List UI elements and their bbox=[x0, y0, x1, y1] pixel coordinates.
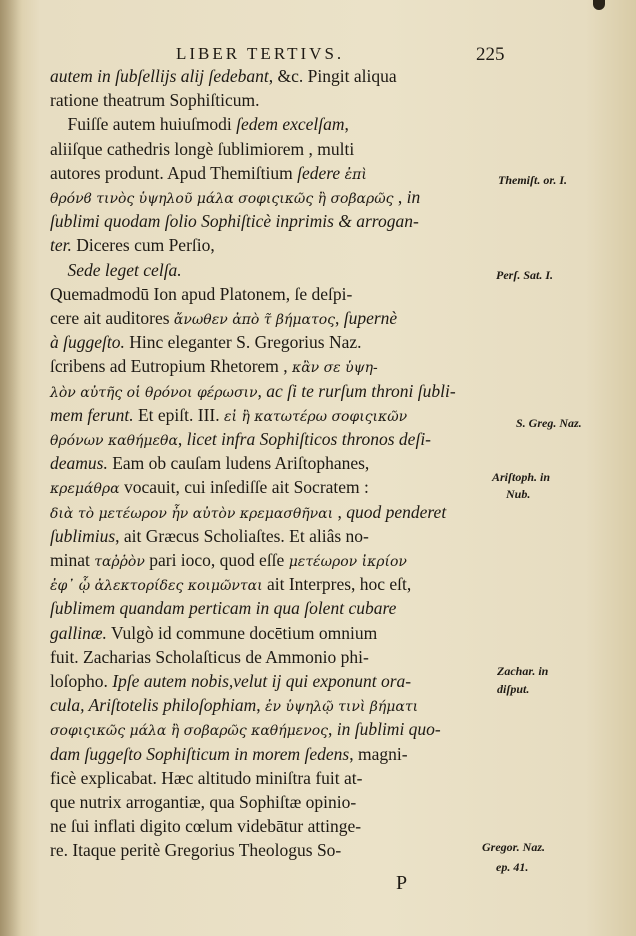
text-span: , bbox=[393, 187, 407, 207]
text-line bbox=[50, 671, 411, 692]
text-span: , bbox=[256, 695, 266, 716]
text-span: aliiſque cathedris longè ſublimiorem , multi bbox=[50, 138, 355, 159]
text-span: fuit. Zacharias Scholaſticus de Ammonio phi- bbox=[50, 646, 369, 667]
text-span: re. Itaque peritè Gregorius Theologus So- bbox=[50, 840, 342, 861]
text-span: ſublimius bbox=[50, 525, 116, 546]
text-line bbox=[50, 647, 369, 668]
text-line bbox=[50, 816, 361, 837]
greek-phrase: ἐπὶ bbox=[340, 166, 367, 183]
text-line bbox=[50, 356, 378, 377]
text-span: gallinæ. bbox=[50, 622, 107, 643]
text-line bbox=[50, 477, 369, 498]
greek-phrase: θρόνων καθήμεθα bbox=[50, 433, 178, 449]
text-span: Fuiſſe autem huiuſmodi bbox=[50, 114, 237, 135]
text-span: que nutrix arrogantiæ, qua Sophiſtæ opinio- bbox=[50, 792, 357, 812]
text-span: ſubſellijs alij ſedebant bbox=[115, 66, 269, 86]
greek-phrase: ἄνωθεν ἀπὸ τ̃ βήματος bbox=[173, 312, 335, 328]
margin-note: ep. 41. bbox=[496, 860, 529, 874]
text-span: licet infra Sophiſticos thronos deſi- bbox=[186, 429, 432, 449]
text-span: , bbox=[257, 380, 267, 401]
text-span: Diceres cum Perſio, bbox=[71, 235, 215, 256]
greek-phrase: σοφιςικῶς μάλα ἢ σοβαρῶς καθήμενος bbox=[50, 723, 328, 740]
text-line bbox=[50, 502, 446, 523]
text-line bbox=[50, 405, 407, 426]
text-line bbox=[50, 381, 456, 402]
text-line bbox=[50, 114, 349, 135]
text-span: in ſublimi quo- bbox=[336, 719, 441, 740]
text-span: in bbox=[406, 187, 421, 207]
text-span: mem ferunt. bbox=[50, 404, 134, 425]
text-span: ac ſi te rurſum throni ſubli- bbox=[266, 380, 456, 401]
text-line bbox=[50, 719, 441, 740]
text-line bbox=[50, 453, 369, 474]
margin-note: Nub. bbox=[506, 487, 531, 501]
text-span: Ipſe autem nobis,velut ij qui exponunt ora- bbox=[112, 671, 412, 691]
greek-phrase: εἰ ἢ κατωτέρω σοφιςικῶν bbox=[224, 408, 408, 425]
text-span: , bbox=[177, 429, 187, 449]
greek-phrase: διὰ τὸ μετέωρον ἦν αὐτὸν κρεμασθῆναι bbox=[50, 505, 334, 522]
text-line bbox=[50, 211, 419, 232]
text-span: , &c. Pingit aliqua bbox=[268, 66, 397, 86]
text-line bbox=[50, 163, 367, 184]
margin-note: S. Greg. Naz. bbox=[516, 416, 582, 430]
text-line bbox=[50, 90, 259, 111]
margin-note: Zachar. in bbox=[497, 664, 549, 678]
greek-phrase: θρόνϐ τινὸς ὑψηλοῦ μάλα σοφιςικῶς ἢ σοβαρῶς bbox=[50, 191, 394, 207]
greek-phrase: λὸν αὐτῆς οἱ θρόνοι φέρωσιν bbox=[50, 384, 258, 401]
running-head: LIBER TERTIVS. bbox=[176, 44, 345, 63]
text-span: quod penderet bbox=[346, 501, 447, 522]
ink-blot-mark bbox=[593, 0, 605, 10]
text-span: cula, Ariſtotelis philoſophiam bbox=[50, 695, 257, 716]
text-span: Et epiſt. III. bbox=[133, 404, 224, 425]
text-span: ratione theatrum Sophiſticum. bbox=[50, 90, 260, 111]
margin-note: Perſ. Sat. I. bbox=[496, 268, 553, 282]
text-line bbox=[50, 308, 397, 329]
text-span: ſublimem quandam perticam in qua ſolent cubare bbox=[50, 598, 397, 619]
text-span: , bbox=[327, 719, 337, 740]
text-span: Sede leget celſa. bbox=[50, 259, 182, 280]
text-span: à ſuggeſto. bbox=[50, 332, 125, 353]
text-span: ſedem excelſam bbox=[236, 114, 345, 135]
greek-phrase: ταῤῥὸν bbox=[94, 554, 145, 570]
text-line bbox=[50, 623, 377, 644]
text-line bbox=[50, 695, 418, 716]
text-line bbox=[50, 332, 362, 353]
text-span: deamus. bbox=[50, 453, 108, 474]
text-line bbox=[50, 66, 397, 87]
text-line bbox=[50, 260, 182, 281]
text-span: dam ſuggeſto Sophiſticum in morem ſedens bbox=[50, 743, 350, 764]
text-span: ne ſui inflati digito cœlum videbātur attinge- bbox=[50, 816, 362, 837]
text-line bbox=[50, 840, 341, 861]
text-line bbox=[50, 187, 420, 208]
text-span: autores produnt. Apud Themiſtium bbox=[50, 162, 298, 183]
text-span: Vulgò id commune docētium omnium bbox=[106, 622, 378, 643]
text-line bbox=[50, 768, 362, 789]
text-line bbox=[50, 744, 408, 765]
text-span: Hinc eleganter S. Gregorius Naz. bbox=[124, 332, 362, 353]
greek-phrase: ἐν ὑψηλῷ τινὶ βήματι bbox=[265, 699, 419, 716]
text-line bbox=[50, 139, 354, 160]
text-span: ſublimi quodam ſolio Sophiſticè inprimis & arrogan- bbox=[50, 211, 419, 232]
text-span: , bbox=[333, 501, 347, 522]
margin-note: diſput. bbox=[497, 682, 530, 696]
text-line bbox=[50, 526, 369, 547]
text-span: , bbox=[344, 114, 349, 135]
text-span: ſcribens ad Eutropium Rhetorem , bbox=[50, 356, 293, 377]
text-span: ficè explicabat. Hæc altitudo miniſtra fuit at- bbox=[50, 767, 363, 788]
greek-phrase: κρεμάθρα bbox=[50, 481, 120, 498]
text-span: minat bbox=[50, 550, 95, 570]
text-span: , magni- bbox=[349, 743, 408, 764]
text-span: autem in bbox=[50, 66, 116, 86]
text-line bbox=[50, 574, 411, 595]
page-number: 225 bbox=[476, 44, 505, 65]
text-span: ter. bbox=[50, 235, 72, 256]
text-line bbox=[50, 550, 407, 571]
text-span: Quemadmodū Ion apud Platonem, ſe deſpi- bbox=[50, 283, 353, 304]
text-line bbox=[50, 792, 356, 813]
greek-phrase: κἂν σε ὑψη- bbox=[292, 360, 378, 377]
text-span: cere ait auditores bbox=[50, 308, 174, 328]
text-span: , ait Græcus Scholiaſtes. Et aliâs no- bbox=[115, 525, 369, 546]
text-span: ſedere bbox=[297, 162, 341, 183]
text-span: , bbox=[334, 308, 344, 328]
text-line bbox=[50, 598, 396, 619]
page-gutter-shadow bbox=[0, 0, 22, 936]
text-span: vocauit, cui inſediſſe ait Socratem : bbox=[119, 477, 369, 498]
greek-phrase: ἐφ᾽ ᾧ ἀλεκτορίδες κοιμῶνται bbox=[50, 578, 263, 595]
greek-phrase: μετέωρον ἰκρίον bbox=[288, 554, 407, 570]
text-span: ſupernè bbox=[343, 308, 398, 328]
text-line bbox=[50, 429, 431, 450]
text-span: ait Interpres, hoc eſt, bbox=[262, 574, 412, 595]
text-span: loſopho. bbox=[50, 671, 113, 691]
text-span: pari ioco, quod eſſe bbox=[144, 550, 289, 570]
text-span: Eam ob cauſam ludens Ariſtophanes, bbox=[107, 453, 370, 474]
margin-note: Themiſt. or. I. bbox=[498, 173, 568, 187]
margin-note: Gregor. Naz. bbox=[482, 840, 546, 854]
margin-note: Ariſtoph. in bbox=[492, 470, 551, 484]
signature-mark: P bbox=[396, 872, 408, 894]
text-line bbox=[50, 284, 352, 305]
text-line bbox=[50, 235, 215, 256]
